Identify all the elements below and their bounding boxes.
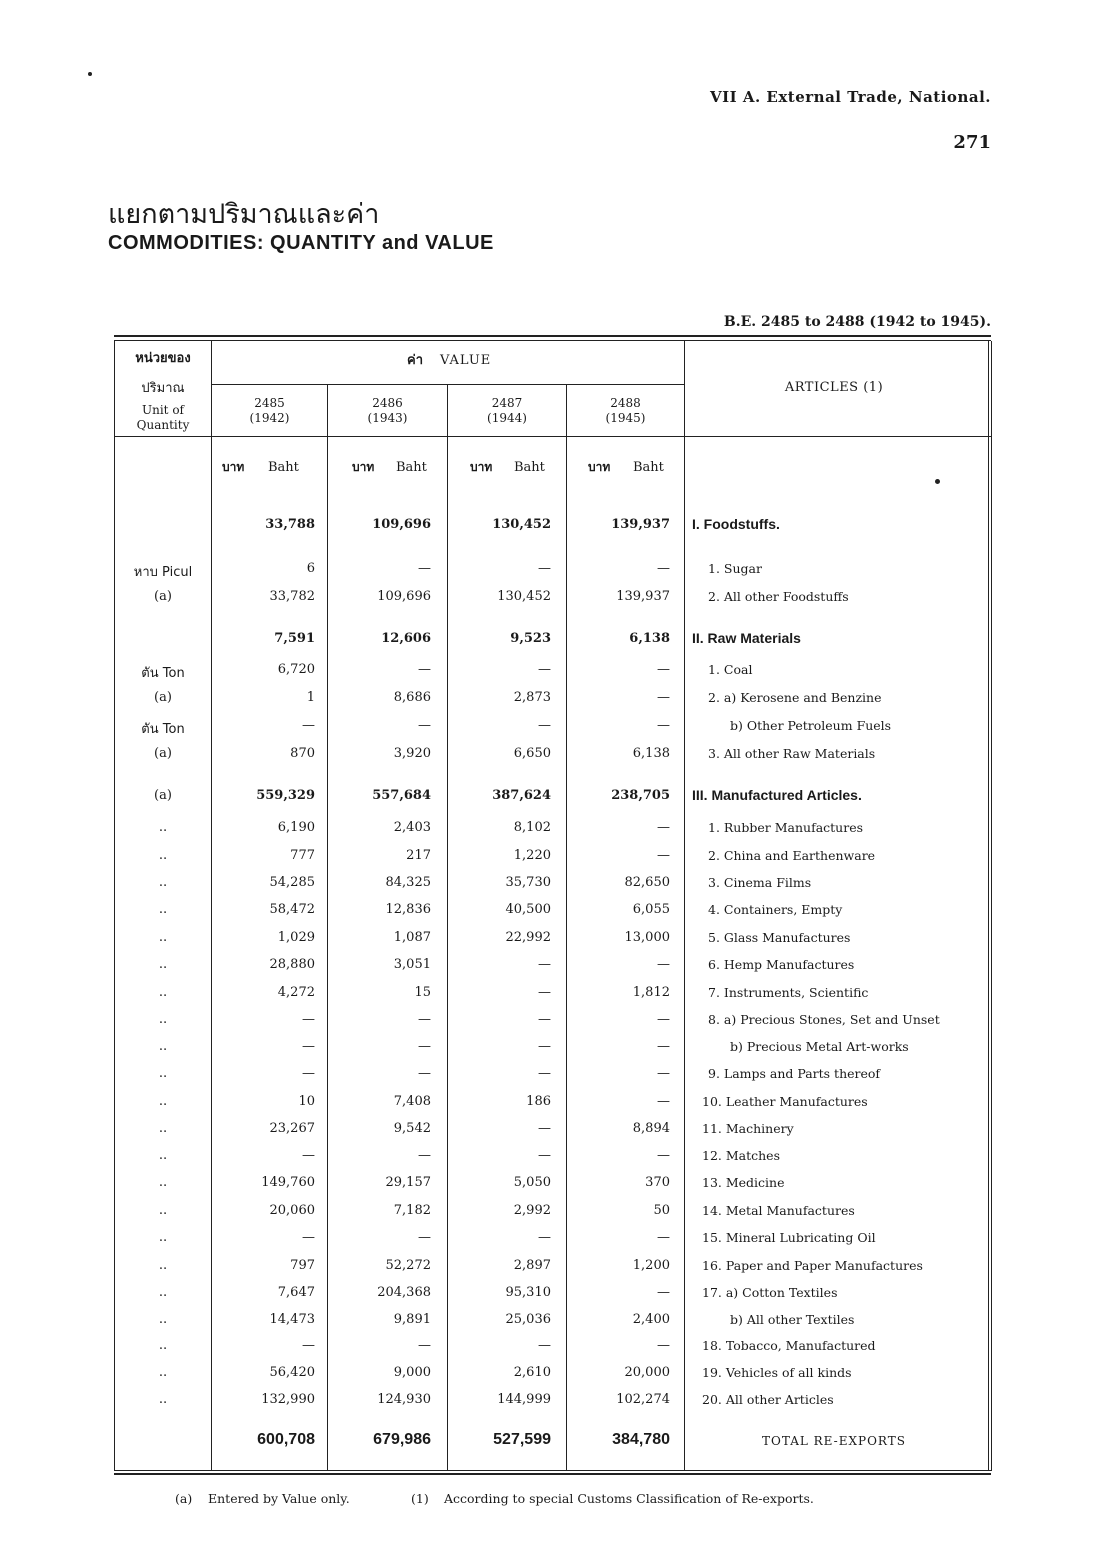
row-unit: (a) — [154, 788, 172, 803]
row-article: 20. All other Articles — [702, 1392, 834, 1407]
row-value-1944: 22,992 — [505, 930, 551, 945]
row-value-1942: 33,782 — [269, 589, 315, 604]
header-bottom-rule — [114, 436, 991, 437]
row-unit: .. — [158, 1392, 168, 1407]
row-value-1942: 33,788 — [265, 517, 315, 532]
row-value-1943: 8,686 — [393, 690, 431, 705]
row-value-1944: 40,500 — [505, 902, 551, 917]
unit-header-en-1: Unit of — [142, 403, 184, 417]
row-article: 13. Medicine — [702, 1175, 785, 1190]
row-value-1945: — — [657, 1148, 670, 1163]
row-value-1942: — — [302, 1338, 315, 1353]
unit-header-en-2: Quantity — [136, 418, 190, 432]
page-title-thai: แยกตามปริมาณและค่า — [108, 199, 380, 230]
row-unit: (a) — [154, 746, 172, 761]
top-rule-thin — [114, 340, 991, 341]
row-value-1943: 15 — [414, 985, 431, 1000]
row-value-1944: 95,310 — [505, 1285, 551, 1300]
row-value-1945: — — [657, 957, 670, 972]
row-value-1944: 6,650 — [513, 746, 551, 761]
value-subheader-rule — [211, 384, 684, 385]
row-value-1943: — — [418, 662, 431, 677]
row-value-1945: — — [657, 1039, 670, 1054]
row-value-1943: — — [418, 1066, 431, 1081]
bottom-rule-thick — [114, 1473, 991, 1475]
row-unit: .. — [158, 1066, 168, 1081]
row-value-1944: 25,036 — [505, 1312, 551, 1327]
year-1943-ce: (1943) — [367, 411, 408, 425]
row-value-1945: — — [657, 848, 670, 863]
row-value-1943: 217 — [406, 848, 431, 863]
row-value-1942: 132,990 — [261, 1392, 315, 1407]
row-value-1944: 1,220 — [513, 848, 551, 863]
row-unit: .. — [158, 1012, 168, 1027]
row-value-1945: — — [657, 662, 670, 677]
row-unit: .. — [158, 1039, 168, 1054]
row-value-1942: — — [302, 1012, 315, 1027]
row-value-1945: 238,705 — [611, 788, 670, 803]
row-article: 2. China and Earthenware — [708, 848, 876, 863]
row-value-1944: 2,610 — [513, 1365, 551, 1380]
row-unit: ตัน Ton — [141, 722, 185, 737]
row-value-1943: 9,542 — [393, 1121, 431, 1136]
row-article: 16. Paper and Paper Manufactures — [702, 1258, 923, 1273]
currency-label: Baht — [268, 460, 299, 475]
currency-label: Baht — [633, 460, 664, 475]
row-unit: หาบ Picul — [133, 565, 193, 580]
row-article: 10. Leather Manufactures — [702, 1094, 868, 1109]
row-value-1942: 6,190 — [277, 820, 315, 835]
row-unit: .. — [158, 875, 168, 890]
year-1942-be: 2485 — [254, 396, 285, 410]
row-value-1942: 4,272 — [277, 985, 315, 1000]
row-value-1942: 6,720 — [277, 662, 315, 677]
row-value-1945: — — [657, 820, 670, 835]
row-article: b) Precious Metal Art-works — [730, 1039, 909, 1054]
value-header: VALUE — [440, 353, 492, 368]
row-article: b) Other Petroleum Fuels — [730, 718, 892, 733]
row-unit: ตัน Ton — [141, 666, 185, 681]
row-value-1945: — — [657, 690, 670, 705]
row-value-1944: 130,452 — [497, 589, 551, 604]
row-value-1942: 1 — [306, 690, 315, 705]
ink-speck — [88, 72, 92, 76]
bottom-rule-thin — [114, 1470, 991, 1471]
row-value-1945: 139,937 — [616, 589, 670, 604]
row-value-1942: 777 — [290, 848, 315, 863]
row-article: 11. Machinery — [702, 1121, 794, 1136]
row-article: 8. a) Precious Stones, Set and Unset — [708, 1012, 940, 1027]
row-value-1942: — — [302, 1148, 315, 1163]
row-article: 1. Coal — [708, 662, 753, 677]
row-value-1945: 6,138 — [629, 631, 670, 646]
row-value-1945: 370 — [645, 1175, 670, 1190]
row-value-1943: 52,272 — [385, 1258, 431, 1273]
currency-thai: บาท — [352, 460, 375, 474]
row-value-1945: 139,937 — [611, 517, 670, 532]
row-unit: .. — [158, 1148, 168, 1163]
row-value-1944: 2,873 — [513, 690, 551, 705]
row-unit: .. — [158, 1285, 168, 1300]
footnote-a-text: Entered by Value only. — [208, 1491, 350, 1506]
year-1945-ce: (1945) — [605, 411, 646, 425]
row-unit: .. — [158, 1121, 168, 1136]
top-rule-thick — [114, 335, 991, 337]
row-value-1943: 7,408 — [393, 1094, 431, 1109]
row-value-1943: 557,684 — [372, 788, 431, 803]
row-value-1944: — — [538, 1039, 551, 1054]
row-value-1944: — — [538, 1066, 551, 1081]
total-1943: 679,986 — [373, 1431, 431, 1448]
row-unit: (a) — [154, 589, 172, 604]
row-value-1943: 204,368 — [377, 1285, 431, 1300]
divider-values — [684, 341, 685, 1471]
row-unit: .. — [158, 957, 168, 972]
divider-1944 — [566, 385, 567, 1471]
row-article: 5. Glass Manufactures — [708, 930, 851, 945]
page-number: 271 — [953, 132, 991, 153]
row-value-1943: 9,891 — [393, 1312, 431, 1327]
row-value-1942: 149,760 — [261, 1175, 315, 1190]
row-value-1943: 12,836 — [385, 902, 431, 917]
row-value-1943: — — [418, 1338, 431, 1353]
row-value-1944: — — [538, 1338, 551, 1353]
row-value-1945: 50 — [653, 1203, 670, 1218]
row-value-1943: 124,930 — [377, 1392, 431, 1407]
row-value-1944: 2,992 — [513, 1203, 551, 1218]
row-value-1943: 3,051 — [393, 957, 431, 972]
currency-thai: บาท — [470, 460, 493, 474]
ink-speck — [935, 479, 940, 484]
footnote-a-mark: (a) — [175, 1491, 193, 1506]
row-value-1942: 28,880 — [269, 957, 315, 972]
row-value-1945: — — [657, 1012, 670, 1027]
row-unit: .. — [158, 1338, 168, 1353]
row-value-1944: — — [538, 561, 551, 576]
row-value-1942: — — [302, 1230, 315, 1245]
row-value-1943: — — [418, 1039, 431, 1054]
year-1944-be: 2487 — [491, 396, 523, 410]
row-value-1944: 9,523 — [510, 631, 551, 646]
row-value-1942: 7,647 — [277, 1285, 315, 1300]
row-value-1945: 1,812 — [632, 985, 670, 1000]
currency-thai: บาท — [588, 460, 611, 474]
row-unit: .. — [158, 820, 168, 835]
row-value-1944: — — [538, 957, 551, 972]
row-unit: .. — [158, 902, 168, 917]
divider-1942 — [327, 385, 328, 1471]
row-value-1942: 10 — [298, 1094, 315, 1109]
row-value-1942: 1,029 — [277, 930, 315, 945]
row-value-1944: 186 — [526, 1094, 551, 1109]
row-value-1945: — — [657, 1230, 670, 1245]
row-value-1944: — — [538, 1012, 551, 1027]
row-article: 18. Tobacco, Manufactured — [702, 1338, 876, 1353]
total-1944: 527,599 — [493, 1431, 551, 1448]
row-value-1943: — — [418, 1012, 431, 1027]
row-unit: .. — [158, 1175, 168, 1190]
articles-header: ARTICLES (1) — [784, 380, 884, 395]
row-value-1942: 870 — [290, 746, 315, 761]
row-article: 7. Instruments, Scientific — [708, 985, 869, 1000]
row-value-1945: — — [657, 1066, 670, 1081]
row-unit: .. — [158, 1094, 168, 1109]
row-article: 15. Mineral Lubricating Oil — [702, 1230, 876, 1245]
row-value-1944: 8,102 — [513, 820, 551, 835]
row-value-1944: 5,050 — [513, 1175, 551, 1190]
row-value-1943: 9,000 — [393, 1365, 431, 1380]
row-value-1943: 3,920 — [393, 746, 431, 761]
row-value-1945: 1,200 — [632, 1258, 670, 1273]
row-unit: (a) — [154, 690, 172, 705]
row-article: 1. Rubber Manufactures — [708, 820, 864, 835]
row-unit: .. — [158, 930, 168, 945]
row-value-1943: 2,403 — [393, 820, 431, 835]
row-value-1945: 82,650 — [624, 875, 670, 890]
year-1942-ce: (1942) — [249, 411, 290, 425]
row-value-1943: 29,157 — [385, 1175, 431, 1190]
row-unit: .. — [158, 1312, 168, 1327]
row-value-1943: — — [418, 561, 431, 576]
row-value-1942: 6 — [306, 561, 315, 576]
row-value-1942: 20,060 — [269, 1203, 315, 1218]
row-value-1942: 58,472 — [269, 902, 315, 917]
row-unit: .. — [158, 848, 168, 863]
row-article: 3. Cinema Films — [708, 875, 812, 890]
currency-label: Baht — [396, 460, 427, 475]
row-value-1944: 130,452 — [492, 517, 551, 532]
row-value-1945: 6,138 — [632, 746, 670, 761]
row-article: 1. Sugar — [708, 561, 762, 576]
currency-label: Baht — [514, 460, 545, 475]
row-unit: .. — [158, 985, 168, 1000]
row-article: 3. All other Raw Materials — [708, 746, 876, 761]
row-unit: .. — [158, 1230, 168, 1245]
row-value-1944: 144,999 — [497, 1392, 551, 1407]
year-1944-ce: (1944) — [487, 411, 527, 425]
row-article: 2. a) Kerosene and Benzine — [708, 690, 882, 705]
row-article: 12. Matches — [702, 1148, 780, 1163]
row-value-1943: — — [418, 718, 431, 733]
currency-thai: บาท — [222, 460, 245, 474]
row-value-1945: 102,274 — [616, 1392, 670, 1407]
row-value-1943: — — [418, 1230, 431, 1245]
row-value-1945: — — [657, 1285, 670, 1300]
border-right — [988, 341, 989, 1471]
row-value-1942: 797 — [290, 1258, 315, 1273]
row-value-1945: 8,894 — [632, 1121, 670, 1136]
value-header-thai: ค่า — [407, 353, 423, 368]
row-value-1945: 20,000 — [624, 1365, 670, 1380]
row-article: 4. Containers, Empty — [708, 902, 843, 917]
footnote-1-text: According to special Customs Classification of Re-exports. — [444, 1491, 814, 1506]
page-title: COMMODITIES: QUANTITY and VALUE — [108, 232, 494, 254]
total-1942: 600,708 — [257, 1431, 315, 1448]
footnote-1-mark: (1) — [411, 1491, 429, 1506]
row-value-1943: 109,696 — [372, 517, 431, 532]
row-value-1943: 7,182 — [393, 1203, 431, 1218]
year-1945-be: 2488 — [610, 396, 641, 410]
row-value-1945: 6,055 — [632, 902, 670, 917]
row-value-1942: — — [302, 1066, 315, 1081]
row-value-1944: — — [538, 1148, 551, 1163]
row-value-1942: 7,591 — [274, 631, 315, 646]
row-article: II. Raw Materials — [692, 630, 801, 646]
row-article: 14. Metal Manufactures — [702, 1203, 855, 1218]
row-value-1943: 109,696 — [377, 589, 431, 604]
row-value-1942: 23,267 — [269, 1121, 315, 1136]
row-value-1944: 2,897 — [513, 1258, 551, 1273]
row-value-1945: — — [657, 561, 670, 576]
unit-header-thai-1: หน่วยของ — [135, 351, 191, 366]
row-article: 6. Hemp Manufactures — [708, 957, 855, 972]
row-value-1943: 12,606 — [381, 631, 431, 646]
row-unit: .. — [158, 1258, 168, 1273]
row-value-1945: — — [657, 1338, 670, 1353]
row-article: III. Manufactured Articles. — [692, 787, 862, 803]
unit-header-thai-2: ปริมาณ — [141, 381, 185, 396]
row-article: 19. Vehicles of all kinds — [702, 1365, 852, 1380]
row-value-1944: — — [538, 718, 551, 733]
row-value-1942: 559,329 — [256, 788, 315, 803]
row-value-1945: 13,000 — [624, 930, 670, 945]
row-value-1945: — — [657, 718, 670, 733]
row-value-1944: — — [538, 985, 551, 1000]
period-label: B.E. 2485 to 2488 (1942 to 1945). — [723, 314, 991, 330]
row-value-1942: — — [302, 718, 315, 733]
total-1945: 384,780 — [612, 1431, 670, 1448]
row-value-1942: 54,285 — [269, 875, 315, 890]
border-right-double — [991, 341, 992, 1471]
row-value-1945: — — [657, 1094, 670, 1109]
border-left — [114, 341, 115, 1471]
total-label: TOTAL RE-EXPORTS — [762, 1434, 906, 1448]
year-1943-be: 2486 — [372, 396, 403, 410]
row-article: I. Foodstuffs. — [692, 516, 780, 532]
row-article: 2. All other Foodstuffs — [708, 589, 849, 604]
row-value-1943: 84,325 — [385, 875, 431, 890]
row-article: 17. a) Cotton Textiles — [702, 1285, 838, 1300]
row-article: 9. Lamps and Parts thereof — [708, 1066, 881, 1081]
row-value-1944: 35,730 — [505, 875, 551, 890]
section-reference: VII A. External Trade, National. — [709, 88, 991, 106]
row-value-1944: — — [538, 1121, 551, 1136]
row-value-1944: — — [538, 662, 551, 677]
row-article: b) All other Textiles — [730, 1312, 855, 1327]
row-value-1945: 2,400 — [632, 1312, 670, 1327]
row-value-1944: 387,624 — [492, 788, 551, 803]
row-value-1942: 56,420 — [269, 1365, 315, 1380]
row-value-1942: — — [302, 1039, 315, 1054]
divider-1943 — [447, 385, 448, 1471]
row-value-1942: 14,473 — [269, 1312, 315, 1327]
row-unit: .. — [158, 1365, 168, 1380]
row-value-1943: — — [418, 1148, 431, 1163]
row-unit: .. — [158, 1203, 168, 1218]
row-value-1944: — — [538, 1230, 551, 1245]
row-value-1943: 1,087 — [393, 930, 431, 945]
